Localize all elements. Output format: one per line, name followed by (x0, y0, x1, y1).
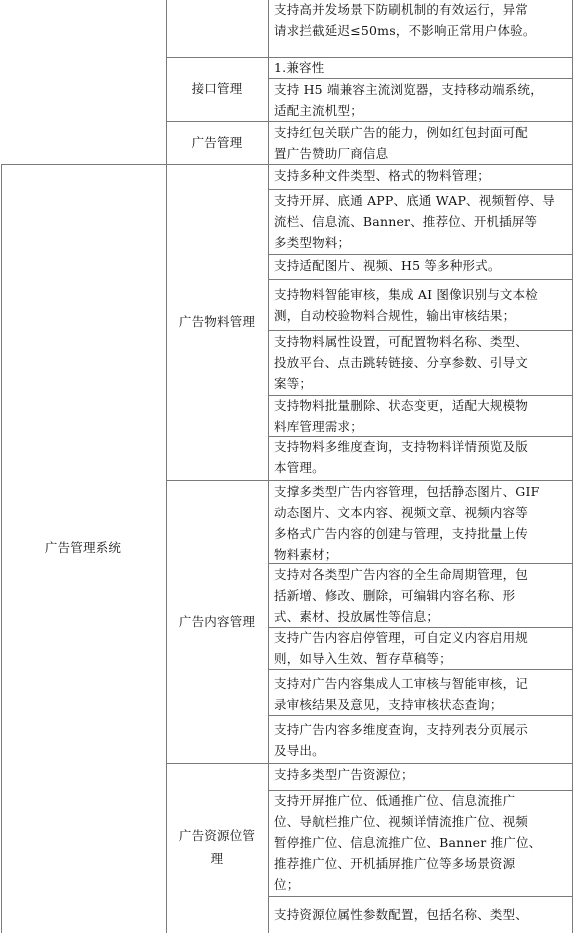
item-border (268, 189, 573, 190)
spec-text: 料库管理需求； (274, 419, 363, 434)
item-border (268, 330, 573, 331)
spec-text: 括新增、修改、删除，可编辑内容名称、形 (274, 588, 516, 603)
spec-text: 支持物料多维度查询，支持物料详情预览及版 (274, 439, 529, 454)
spec-text: 支撑多类型广告内容管理，包括静态图片、GIF (274, 484, 540, 499)
item-border (268, 395, 573, 396)
module-label: 广告资源位管 (178, 828, 256, 843)
spec-text: 则，如导入生效、暂存草稿等； (274, 651, 452, 666)
module-label: 广告内容管理 (178, 613, 256, 629)
module-label: 接口管理 (191, 81, 243, 96)
module-border (166, 480, 573, 481)
module-border (166, 164, 573, 165)
spec-text: 支持资源位属性参数配置，包括名称、类型、 (274, 907, 529, 922)
spec-text: 支持对广告内容集成人工审核与智能审核，记 (274, 676, 529, 691)
spec-text: 及导出。 (274, 743, 325, 758)
spec-text: 本管理。 (274, 460, 325, 475)
spec-text: 暂停推广位、信息流推广位、Banner 推广位、 (274, 835, 542, 850)
spec-text: 投放平台、点击跳转链接、分享参数、引导文 (274, 355, 529, 370)
spec-text: 案等； (274, 376, 313, 391)
item-border (268, 896, 573, 897)
spec-text: 1.兼容性 (274, 60, 325, 75)
spec-text: 位、导航栏推广位、视频详情流推广位、视频 (274, 814, 529, 829)
spec-text: 置广告赞助厂商信息 (274, 146, 389, 161)
module-label: 广告管理 (191, 134, 243, 150)
spec-text: 支持多类型广告资源位； (274, 767, 414, 782)
item-border (268, 279, 573, 280)
module-border (166, 57, 573, 58)
spec-text: 支持物料智能审核，集成 AI 图像识别与文本检 (274, 287, 539, 302)
spec-text: 支持物料属性设置，可配置物料名称、类型、 (274, 334, 529, 349)
item-border (268, 790, 573, 791)
spec-text: 推荐推广位、开机插屏推广位等多场景资源 (274, 856, 516, 871)
spec-text: 支持广告内容多维度查询，支持列表分页展示 (274, 722, 529, 737)
spec-text: 位； (274, 877, 300, 892)
spec-text: 支持对各类型广告内容的全生命周期管理，包 (274, 567, 529, 582)
column-divider-2 (268, 0, 269, 933)
spec-text: 适配主流机型； (274, 103, 363, 118)
spec-text: 支持物料批量删除、状态变更，适配大规模物 (274, 398, 529, 413)
item-border (268, 627, 573, 628)
spec-text: 测，自动校验物料合规性，输出审核结果； (274, 308, 516, 323)
spec-text: 式、素材、投放属性等信息； (274, 609, 440, 624)
spec-text: 支持多种文件类型、格式的物料管理； (274, 168, 490, 183)
spec-text: 支持开屏推广位、低通推广位、信息流推广 (274, 793, 516, 808)
item-border (268, 563, 573, 564)
spec-text: 请求拦截延迟≤50ms，不影响正常用户体验。 (274, 23, 536, 38)
spec-text: 物料素材； (274, 547, 338, 562)
item-border (268, 715, 573, 716)
spec-text: 录审核结果及意见，支持审核状态查询； (274, 697, 503, 712)
spec-text: 支持高并发场景下防刷机制的有效运行，异常 (274, 2, 529, 17)
spec-text: 多格式广告内容的创建与管理，支持批量上传 (274, 526, 529, 541)
spec-text: 支持红包关联广告的能力，例如红包封面可配 (274, 125, 529, 140)
item-border (268, 669, 573, 670)
module-border (166, 763, 573, 764)
system-label: 广告管理系统 (44, 539, 122, 555)
module-label: 理 (210, 851, 224, 866)
item-border (268, 254, 573, 255)
spec-text: 支持开屏、底通 APP、底通 WAP、视频暂停、导 (274, 193, 555, 208)
module-label: 广告物料管理 (178, 314, 256, 329)
spec-text: 流栏、信息流、Banner、推荐位、开机插屏等 (274, 214, 538, 229)
spec-text: 支持 H5 端兼容主流浏览器，支持移动端系统， (274, 82, 543, 97)
spec-text: 动态图片、文本内容、视频文章、视频内容等 (274, 505, 529, 520)
item-border (268, 78, 573, 79)
spec-text: 支持广告内容启停管理，可自定义内容启用规 (274, 630, 529, 645)
table-right-border (572, 0, 573, 933)
module-border (166, 121, 573, 122)
spec-text: 支持适配图片、视频、H5 等多种形式。 (274, 258, 501, 273)
item-border (268, 436, 573, 437)
spec-text: 多类型物料； (274, 235, 351, 250)
